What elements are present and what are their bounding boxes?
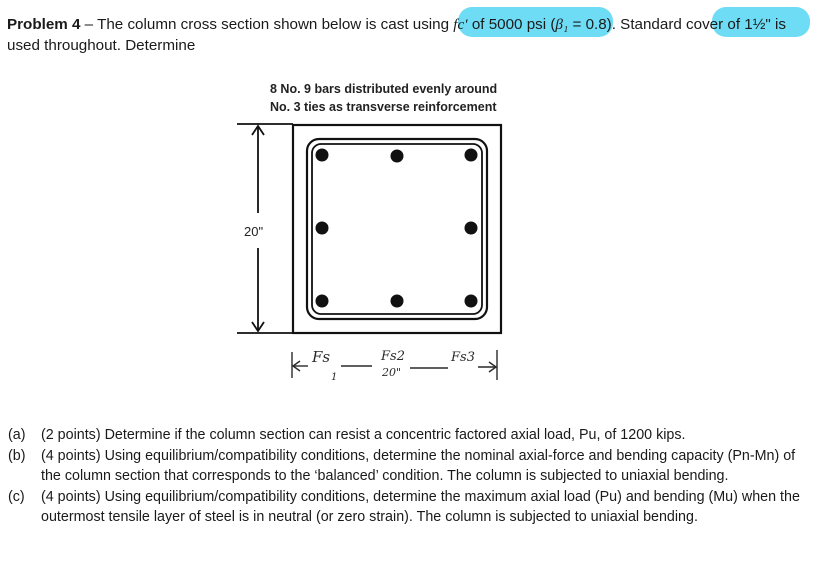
problem-text-2: of 5000 psi ( bbox=[467, 16, 556, 33]
handwritten-fs1: Fs bbox=[312, 348, 331, 366]
handwritten-fs2: Fs2 bbox=[381, 349, 405, 364]
rebar bbox=[316, 149, 329, 162]
problem-text-1: The column cross section shown below is cast using bbox=[97, 16, 454, 33]
question-label: (a) bbox=[8, 427, 26, 443]
caption-line-2: No. 3 ties as transverse reinforcement bbox=[270, 99, 497, 114]
dimension-label: 20" bbox=[244, 224, 264, 239]
question-label: (c) bbox=[8, 488, 25, 505]
problem-statement bbox=[7, 14, 807, 56]
problem-text-3: = 0.8). Standard cover of 1½" is used throughout. Determine bbox=[7, 16, 786, 54]
handwritten-fs1-sub: 1 bbox=[331, 372, 338, 383]
question-a bbox=[7, 425, 807, 446]
rebar-group bbox=[316, 149, 478, 308]
problem-title: Problem 4 bbox=[7, 16, 81, 33]
fc-symbol: fc′ bbox=[453, 16, 468, 33]
rebar bbox=[391, 295, 404, 308]
rebar bbox=[391, 150, 404, 163]
rebar bbox=[316, 295, 329, 308]
tie-outer bbox=[307, 139, 487, 319]
rebar bbox=[465, 295, 478, 308]
rebar bbox=[465, 222, 478, 235]
caption-line-1: 8 No. 9 bars distributed evenly around bbox=[270, 82, 498, 96]
question-text: (2 points) Determine if the column section can resist a concentric factored axial load, Pu, of 1200 kips. bbox=[41, 427, 686, 443]
question-c bbox=[7, 487, 807, 528]
question-label: (b) bbox=[8, 447, 26, 464]
question-text: (4 points) Using equilibrium/compatibility conditions, determine the nominal axial-force and bending capacity (Pn-Mn) of the column section that corresponds to the ‘balanced’ condition. The column is subjected to uniaxial bending. bbox=[41, 447, 796, 484]
problem-dash: – bbox=[80, 16, 98, 33]
handwritten-bottom-dim: 20" bbox=[382, 366, 402, 379]
rebar bbox=[465, 149, 478, 162]
question-list bbox=[7, 425, 807, 528]
tie-inner bbox=[312, 144, 482, 314]
question-b bbox=[7, 446, 807, 487]
question-text: (4 points) Using equilibrium/compatibility conditions, determine the maximum axial load (Pu) and bending (Mu) when the outermost tensile layer of steel is in neutral (or zero strain). The column is subjected to uniaxial bending. bbox=[41, 488, 800, 525]
rebar bbox=[316, 222, 329, 235]
handwritten-fs3: Fs3 bbox=[451, 350, 475, 365]
beta-symbol: β₁ bbox=[555, 16, 569, 33]
